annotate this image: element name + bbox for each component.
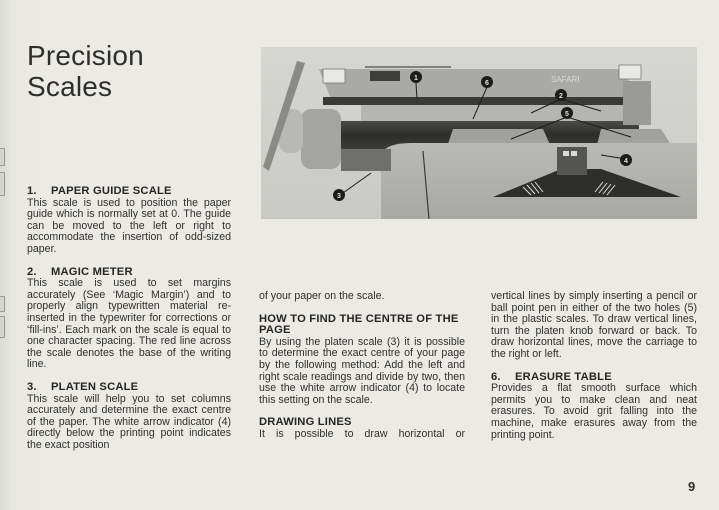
left-margin-stop: [323, 69, 345, 83]
section-erasure-table: [491, 372, 697, 442]
callout-1: [410, 71, 422, 83]
svg-text:4: 4: [624, 158, 628, 165]
section-drawing-lines-continued: [491, 291, 697, 361]
binding-mark: [0, 316, 5, 338]
section-body: Provides a flat smooth surface which permits you to make clean and neat erasures. To avoid grit falling into the machine, make erasures away from the printing point.: [491, 382, 697, 441]
section-heading: [27, 382, 231, 394]
section-title: PAPER GUIDE SCALE: [51, 185, 172, 197]
section-heading: DRAWING LINES: [259, 416, 352, 429]
section-magic-meter: [27, 267, 231, 371]
column-1: [27, 186, 231, 462]
binding-mark: [0, 148, 5, 166]
section-platen-scale: [27, 382, 231, 452]
callout-5: [561, 107, 573, 119]
section-body: of your paper on the scale.: [259, 290, 385, 302]
platen-scale: [341, 149, 391, 171]
page-title: [27, 40, 144, 102]
platen-knob: [301, 109, 341, 169]
title-line-2: Scales: [27, 71, 113, 102]
section-title: ERASURE TABLE: [515, 370, 612, 383]
indicator-window: [571, 151, 577, 156]
typewriter-photo: [261, 47, 697, 219]
indicator-window: [563, 151, 569, 156]
section-number: 6.: [491, 370, 501, 383]
section-body: This scale is used to set margins accurately (See ‘Magic Margin’) and to properly align typewritten material re-inserted in the typewriter for corrections or ‘fill-ins’. Each mark on the scale is equal to one character spacing. The red line across the scale denotes the base of the writing line.: [27, 277, 231, 371]
binding-mark: [0, 296, 5, 312]
callout-2: [555, 89, 567, 101]
section-drawing-lines: [259, 417, 465, 440]
carriage-cover: [319, 69, 633, 99]
section-body: By using the platen scale (3) it is possible to determine the exact centre of your page by the following method: Add the left and right scale readings and divide by two, then use the white arrow indicator (4) to locate this setting on the scale.: [259, 335, 465, 406]
section-title: MAGIC METER: [51, 265, 133, 278]
paper-bail: [361, 105, 623, 121]
right-carriage-end: [623, 81, 651, 125]
section-paper-guide-scale: [27, 186, 231, 256]
paper-guide-tab: [370, 71, 400, 81]
section-body: vertical lines by simply inserting a pencil or ball point pen in either of the two holes (5) in the plastic scales. To draw vertical lines, turn the platen knob forward or back. To draw horizontal lines, move the carriage to the right or left.: [491, 290, 697, 360]
callout-3: [333, 189, 345, 201]
section-title: PLATEN SCALE: [51, 380, 139, 393]
section-number: 3.: [27, 380, 37, 393]
section-platen-scale-continued: [259, 291, 465, 303]
column-3: [491, 291, 697, 452]
binding-mark: [0, 172, 5, 196]
section-number: 2.: [27, 265, 37, 278]
right-margin-stop: [619, 65, 641, 79]
svg-text:1: 1: [414, 75, 418, 82]
section-number: 1.: [27, 185, 37, 197]
section-heading: HOW TO FIND THE CENTRE OF THE PAGE: [259, 312, 459, 337]
title-line-1: Precision: [27, 40, 144, 71]
callout-6: [481, 76, 493, 88]
callout-4: [620, 154, 632, 166]
page-number: 9: [688, 479, 696, 494]
brand-label: SAFARI: [551, 75, 580, 84]
svg-text:5: 5: [565, 111, 569, 118]
section-body: This scale is used to position the paper guide which is normally set at 0. The guide can be moved to the left or right to accommodate the insertion of odd-sized paper.: [27, 196, 231, 255]
section-body: It is possible to draw horizontal or: [259, 427, 465, 440]
section-heading: [27, 186, 231, 198]
typewriter-illustration: [261, 47, 697, 219]
svg-text:3: 3: [337, 193, 341, 200]
column-2: [259, 291, 465, 452]
plastic-scale-right: [597, 129, 671, 145]
svg-text:6: 6: [485, 80, 489, 87]
section-body: This scale will help you to set columns accurately and determine the exact centre of the paper. The white arrow indicator (4) directly below the printing point indicates the exact position: [27, 392, 231, 451]
svg-text:2: 2: [559, 93, 563, 100]
section-centre-of-page: [259, 314, 465, 407]
